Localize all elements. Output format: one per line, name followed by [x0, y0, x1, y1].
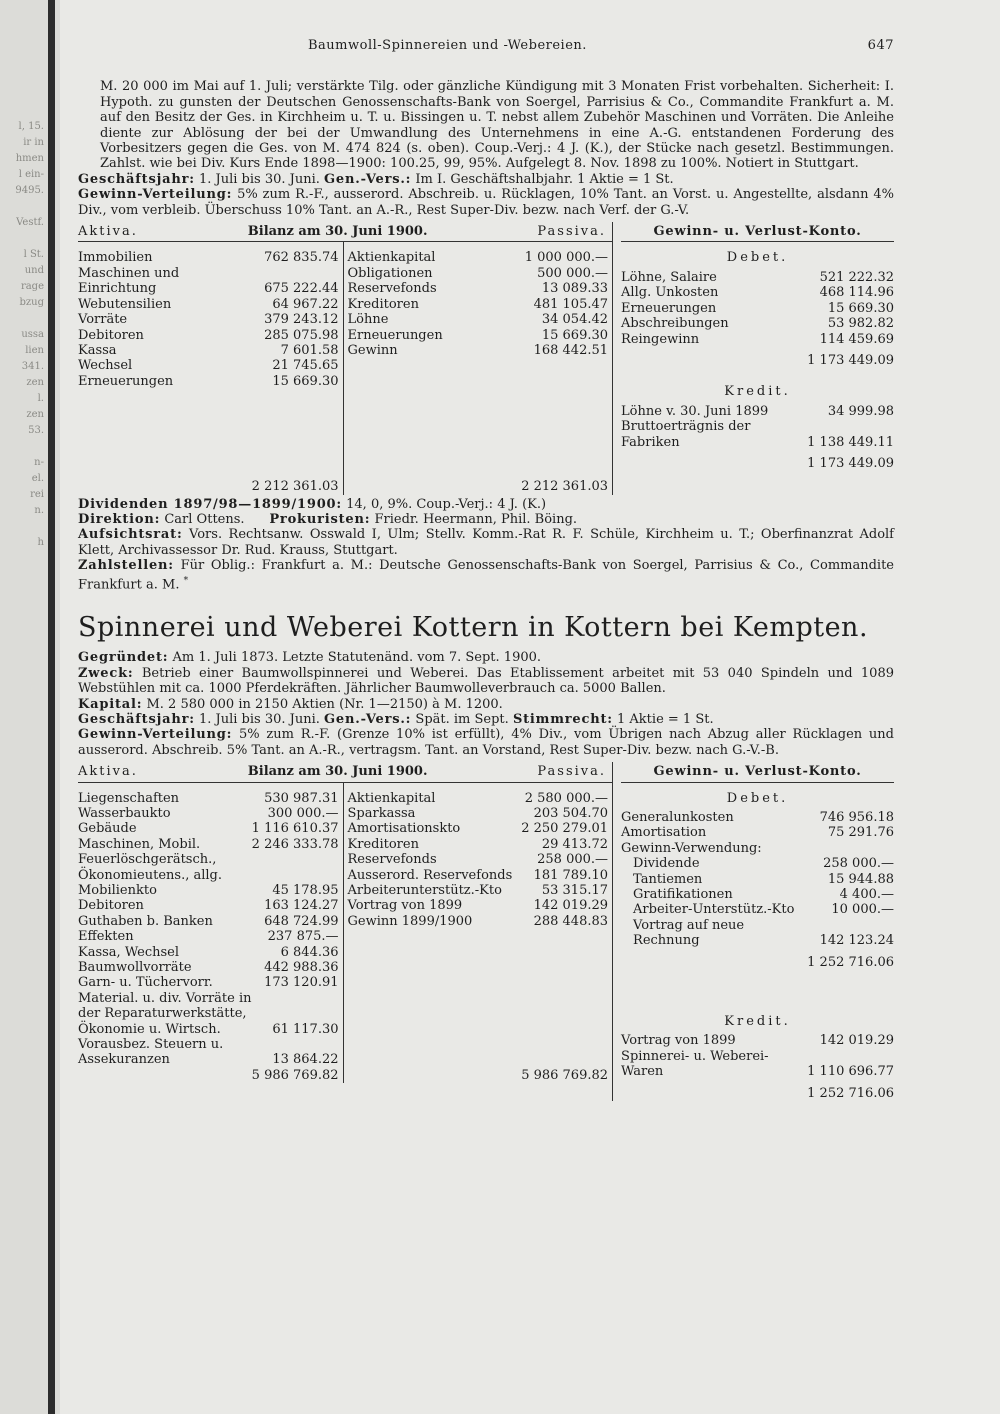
table-row [633, 902, 894, 917]
margin-fragment: 341. [21, 361, 44, 372]
row-label: Vortrag von 1899 [621, 1033, 736, 1049]
row-label: Effekten [78, 929, 134, 945]
row-amount: 10 000.— [831, 902, 894, 918]
company1-guv: Gewinn- u. Verlust-Konto. Debet. Löhne, Salaire 521 222.32 Allg. Unkosten 468 114.96 Erneuerungen 15 669.30 Abschreibungen 53 982.82 Reingewinn 114 459.69 1 173 449.09 Kredit. Löhne v. 30. Juni 1899 34 999.98 Bruttoerträgnis der Fabriken 1 138 449.11 1 173 449.09 [621, 224, 894, 471]
passiva-total: 2 212 361.03 [521, 479, 609, 495]
table-row [78, 837, 339, 852]
row-amount: 21 745.65 [272, 358, 339, 374]
table-row [633, 856, 894, 871]
margin-fragment: 9495. [15, 185, 44, 196]
row-amount: 285 075.98 [264, 327, 339, 343]
row-amount: 1 138 449.11 [807, 434, 894, 450]
margin-fragment: h [37, 537, 44, 548]
page [78, 38, 894, 1101]
company2-geschaeftsjahr: Geschäftsjahr: 1. Juli bis 30. Juni. Gen.-Vers.: Spät. im Sept. Stimmrecht: 1 Aktie = 1 St. [78, 711, 714, 727]
table-row [348, 250, 609, 265]
row-amount: 45 178.95 [272, 882, 339, 898]
table-row [621, 270, 894, 285]
row-label: Tantiemen [633, 871, 703, 887]
row-label: Gebäude [78, 821, 137, 837]
table-row [348, 281, 609, 296]
row-amount: 142 019.29 [819, 1033, 894, 1049]
table-row [621, 825, 894, 840]
row-label: Amortisationskto [347, 821, 461, 837]
row-label: Maschinen und Einrichtung [78, 265, 180, 297]
margin-fragment: el. [31, 473, 44, 484]
adjacent-page-fragments [0, 120, 44, 552]
row-amount: 15 669.30 [272, 373, 339, 389]
table-row [78, 374, 339, 389]
margin-fragment: rage [20, 281, 44, 292]
row-label: Material. u. div. Vorräte in der Reparaturwerkstätte, Ökonomie u. Wirtsch. [78, 990, 252, 1037]
row-amount: 675 222.44 [264, 281, 339, 297]
margin-fragment: ir in [23, 137, 44, 148]
row-label: Vortrag von 1899 [347, 898, 463, 914]
table-row [78, 898, 339, 913]
company2-gegruendet: Gegründet: Am 1. Juli 1873. Letzte Statutenänd. vom 7. Sept. 1900. [78, 650, 542, 666]
table-row [348, 266, 609, 281]
table-row [78, 914, 339, 929]
row-amount: 13 864.22 [272, 1052, 339, 1068]
kredit-total: 1 173 449.09 [807, 455, 894, 471]
row-label: Wechsel [78, 358, 133, 374]
table-row [78, 975, 339, 990]
table-row [78, 821, 339, 836]
row-amount: 237 875.— [267, 929, 339, 945]
company1-gewinnverteilung: Gewinn-Verteilung: 5% zum R.-F., ausserord. Abschreib. u. Rücklagen, 10% Tant. an Vorst. u. Angestellte, alsdann 4% Div., vom verbleib. Überschuss 10% Tant. an A.-R., Rest Super-Div. bezw. nach Verf. der G.-V. [78, 187, 894, 218]
row-amount: 13 089.33 [541, 281, 609, 297]
row-label: Reingewinn [621, 331, 700, 347]
row-label: Garn- u. Tüchervorr. [78, 975, 213, 991]
table-row [621, 332, 894, 347]
row-label: Feuerlöschgerätsch., Ökonomieutens., allg. Mobilienkto [78, 852, 222, 898]
row-amount: 746 956.18 [819, 809, 894, 825]
table-row [633, 918, 894, 949]
margin-fragment [0, 200, 44, 214]
margin-fragment: hmen [15, 153, 44, 164]
row-amount: 53 315.17 [541, 882, 609, 898]
company1-bilanz: Aktiva. Bilanz am 30. Juni 1900. Passiva. Immobilien 762 835.74 Maschinen und Einrichtung 675 222.44 Webutensilien 64 967.22 Vorräte 379 243.12 Debitoren 285 075.98 Kassa 7 601.58 Wechsel 21 745.65 Erneuerungen 15 669.30 Aktienkapital 1 000 000.— Obligationen 500 000.— Reservefonds 13 089.33 Kreditoren 481 105.47 Löhne 34 054.42 Erneuerungen 15 669.30 Gewinn 168 442.51 2 212 361.03 2 212 361.03 [78, 222, 613, 494]
margin-fragment [0, 520, 44, 534]
table-row [621, 419, 894, 450]
company1-zahlstellen: Zahlstellen: Für Oblig.: Frankfurt a. M.: Deutsche Genossenschafts-Bank von Soergel, Parrisius & Co., Commandite Frankfurt a. M. * [78, 558, 894, 592]
margin-fragment: Vestf. [16, 217, 44, 228]
table-row [621, 810, 894, 825]
kredit-list [621, 1033, 894, 1079]
row-label: Erneuerungen [347, 327, 443, 343]
row-label: Gratifikationen [633, 886, 733, 902]
row-amount: 2 580 000.— [524, 790, 609, 806]
row-label: Sparkassa [347, 805, 416, 821]
row-label: Vortrag auf neue Rechnung [633, 917, 745, 949]
book-binding [48, 0, 55, 1414]
row-amount: 4 400.— [839, 886, 894, 902]
table-row [621, 1033, 894, 1048]
row-label: Baumwollvorräte [78, 960, 192, 976]
margin-fragment: n. [34, 505, 44, 516]
passiva-total: 5 986 769.82 [521, 1067, 609, 1083]
margin-fragment: rei [30, 489, 44, 500]
margin-fragment [0, 440, 44, 454]
row-amount: 2 250 279.01 [521, 821, 609, 837]
margin-fragment: l. [37, 393, 44, 404]
company2-financials [78, 762, 894, 1101]
table-row [621, 1049, 894, 1080]
table-row [78, 312, 339, 327]
row-label: Reservefonds [347, 281, 437, 297]
row-label: Kassa [78, 342, 117, 358]
aktiva-column [78, 783, 344, 1068]
row-amount: 75 291.76 [827, 825, 894, 841]
table-row [621, 285, 894, 300]
row-label: Kreditoren [347, 836, 419, 852]
row-label: Arbeiter-Unterstütz.-Kto [633, 902, 795, 918]
row-label: Debitoren [78, 327, 144, 343]
row-amount: 288 448.83 [533, 913, 609, 929]
row-amount: 15 944.88 [827, 871, 894, 887]
row-amount: 15 669.30 [827, 300, 894, 316]
margin-fragment: l ein- [18, 169, 44, 180]
margin-fragment: und [24, 265, 44, 276]
debet-list [621, 810, 894, 841]
row-amount: 1 000 000.— [524, 250, 609, 266]
company1-dividenden: Dividenden 1897/98—1899/1900: 14, 0, 9%. Coup.-Verj.: 4 J. (K.) [78, 496, 547, 512]
row-amount: 258 000.— [823, 856, 894, 872]
row-amount: 468 114.96 [819, 285, 894, 301]
row-amount: 530 987.31 [264, 790, 339, 806]
company2-zweck: Zweck: Betrieb einer Baumwollspinnerei und Weberei. Das Etablissement arbeitet mit 53 040 Spindeln und 1089 Webstühlen mit ca. 1000 Pferdekräften. Jährlicher Baumwolleverbrauch ca. 5000 Ballen. [78, 665, 894, 697]
row-amount: 481 105.47 [533, 296, 609, 312]
table-row [78, 960, 339, 975]
table-row [78, 266, 339, 297]
table-row [78, 929, 339, 944]
row-label: Aktienkapital [347, 790, 436, 806]
row-amount: 181 789.10 [533, 867, 609, 883]
margin-fragment: l, 15. [18, 121, 44, 132]
margin-fragment: n- [34, 457, 44, 468]
row-amount: 1 110 696.77 [807, 1064, 894, 1080]
table-row [78, 791, 339, 806]
table-row [348, 791, 609, 806]
row-label: Liegenschaften [78, 790, 180, 806]
margin-fragment: bzug [19, 297, 44, 308]
table-row [348, 312, 609, 327]
row-amount: 6 844.36 [280, 944, 339, 960]
table-row [633, 872, 894, 887]
row-amount: 300 000.— [267, 805, 339, 821]
gewinn-verwendung-label: Gewinn-Verwendung: [621, 840, 762, 856]
row-label: Gewinn [347, 342, 398, 358]
margin-fragment: ussa [21, 329, 44, 340]
row-amount: 2 246 333.78 [251, 836, 339, 852]
row-label: Abschreibungen [621, 316, 729, 332]
row-amount: 500 000.— [537, 265, 609, 281]
company1-aufsichtsrat: Aufsichtsrat: Vors. Rechtsanw. Osswald I, Ulm; Stellv. Komm.-Rat R. F. Schüle, Kirchheim u. T.; Oberfinanzrat Adolf Klett, Archivassessor Dr. Rud. Krauss, Stuttgart. [78, 527, 894, 558]
margin-fragment: lien [25, 345, 44, 356]
margin-fragment: zen [26, 377, 44, 388]
debet-total: 1 252 716.06 [807, 954, 894, 970]
table-row [348, 328, 609, 343]
verwendung-list [621, 856, 894, 948]
row-amount: 61 117.30 [272, 1021, 339, 1037]
row-amount: 15 669.30 [541, 327, 609, 343]
company2-title: Spinnerei und Weberei Kottern in Kottern bei Kempten. [78, 612, 869, 644]
row-amount: 168 442.51 [533, 342, 609, 358]
company2-bilanz: Aktiva. Bilanz am 30. Juni 1900. Passiva. Liegenschaften 530 987.31 Wasserbaukto 300 000.— Gebäude 1 116 610.37 Maschinen, Mobil. 2 246 333.78 Feuerlöschgerätsch., Ökonomieutens., allg. Mobilienkto 45 178.95 Debitoren 163 124.27 Guthaben b. Banken 648 724.99 Effekten 237 875.— Kassa, Wechsel 6 844.36 Baumwollvorräte 442 988.36 Garn- u. Tüchervorr. 173 120.91 Material. u. div. Vorräte in der Reparaturwerkstätte, Ökonomie u. Wirtsch. 61 117.30 Vorausbez. Steuern u. Assekuranzen 13 864.22 Aktienkapital 2 580 000.— Sparkassa 203 504.70 Amortisationskto 2 250 279.01 Kreditoren 29 413.72 Reservefonds 258 000.— Ausserord. Reservefonds 181 789.10 Arbeiterunterstütz.-Kto 53 315.17 Vortrag von 1899 142 019.29 Gewinn 1899/1900 288 448.83 5 986 769.82 5 986 769.82 [78, 762, 613, 1101]
row-label: Vorausbez. Steuern u. Assekuranzen [78, 1037, 224, 1068]
row-label: Spinnerei- u. Weberei-Waren [621, 1048, 769, 1080]
row-amount: 442 988.36 [264, 960, 339, 976]
row-amount: 142 019.29 [533, 898, 609, 914]
row-amount: 762 835.74 [264, 250, 339, 266]
table-row [348, 297, 609, 312]
table-row [348, 914, 609, 929]
row-label: Löhne [347, 312, 389, 328]
row-label: Erneuerungen [78, 373, 174, 389]
row-amount: 203 504.70 [533, 805, 609, 821]
kredit-total: 1 252 716.06 [807, 1085, 894, 1101]
table-row [78, 328, 339, 343]
row-label: Generalunkosten [621, 809, 734, 825]
row-amount: 114 459.69 [819, 331, 894, 347]
row-amount: 163 124.27 [264, 898, 339, 914]
margin-fragment: l St. [23, 249, 44, 260]
row-label: Wasserbaukto [78, 805, 171, 821]
row-label: Webutensilien [78, 296, 172, 312]
table-row [621, 316, 894, 331]
row-label: Löhne v. 30. Juni 1899 [621, 403, 769, 419]
row-label: Reservefonds [347, 852, 437, 868]
table-row [348, 898, 609, 913]
row-amount: 34 999.98 [827, 403, 894, 419]
row-amount: 53 982.82 [827, 316, 894, 332]
row-label: Immobilien [78, 250, 153, 266]
table-row [348, 852, 609, 867]
row-amount: 173 120.91 [264, 975, 339, 991]
table-row [78, 250, 339, 265]
row-label: Löhne, Salaire [621, 269, 717, 285]
row-amount: 34 054.42 [541, 312, 609, 328]
row-label: Kassa, Wechsel [78, 944, 179, 960]
row-label: Dividende [633, 856, 700, 872]
bilanz-title: Bilanz am 30. Juni 1900. [247, 764, 428, 780]
running-head-title: Baumwoll-Spinnereien und -Webereien. [308, 38, 587, 53]
row-amount: 29 413.72 [541, 836, 609, 852]
table-row [621, 404, 894, 419]
debet-list [621, 270, 894, 347]
row-label: Aktienkapital [347, 250, 436, 266]
table-row [78, 358, 339, 373]
table-row [348, 806, 609, 821]
row-label: Guthaben b. Banken [78, 913, 213, 929]
passiva-column [344, 783, 613, 1068]
table-row [78, 343, 339, 358]
row-label: Obligationen [347, 265, 433, 281]
row-label: Ausserord. Reservefonds [347, 867, 513, 883]
row-label: Kreditoren [347, 296, 419, 312]
table-row [78, 945, 339, 960]
running-head [308, 38, 894, 53]
table-row [348, 837, 609, 852]
table-row [78, 852, 339, 898]
company1-geschaeftsjahr: Geschäftsjahr: 1. Juli bis 30. Juni. Gen.-Vers.: Im I. Geschäftshalbjahr. 1 Aktie = 1 St. [78, 171, 674, 187]
passiva-column [344, 242, 613, 389]
row-amount: 1 116 610.37 [251, 821, 339, 837]
kredit-list [621, 404, 894, 450]
margin-fragment [0, 312, 44, 326]
company2-kapital: Kapital: M. 2 580 000 in 2150 Aktien (Nr. 1—2150) à M. 1200. [78, 696, 503, 712]
row-label: Gewinn 1899/1900 [347, 913, 473, 929]
margin-fragment: zen [26, 409, 44, 420]
row-label: Vorräte [78, 312, 128, 328]
table-row [78, 991, 339, 1037]
row-amount: 379 243.12 [264, 312, 339, 328]
company1-financials [78, 222, 894, 494]
row-amount: 142 123.24 [819, 933, 894, 949]
row-amount: 258 000.— [537, 852, 609, 868]
margin-fragment [0, 232, 44, 246]
loan-paragraph: M. 20 000 im Mai auf 1. Juli; verstärkte Tilg. oder gänzliche Kündigung mit 3 Monaten Frist vorbehalten. Sicherheit: I. Hypoth. zu gunsten der Deutschen Genossenschafts-Bank von Soergel, Parrisius & Co., Commandite Frankfurt a. M. auf den Besitz der Ges. in Kirchheim u. T. u. Bissingen u. T. nebst allem Zubehör Maschinen und Vorräten. Die Anleihe diente zur Ablösung der bei der Umwandlung des Unternehmens in eine A.-G. entstandenen Forderung des Vorbesitzers gegen die Ges. von M. 474 824 (s. oben). Coup.-Verj.: 4 J. (K.), der Stücke nach gesetzl. Bestimmungen. Zahlst. wie bei Div. Kurs Ende 1898—1900: 100.25, 99, 95%. Aufgelegt 8. Nov. 1898 zu 100%. Notiert in Stuttgart. [100, 79, 894, 172]
row-amount: 648 724.99 [264, 913, 339, 929]
table-row [78, 1037, 339, 1068]
table-row [78, 297, 339, 312]
company2-gewinnverteilung: Gewinn-Verteilung: 5% zum R.-F. (Grenze 10% ist erfüllt), 4% Div., vom Übrigen nach Abzug aller Rücklagen und ausserord. Abschreib. 5% Tant. an A.-R., vertragsm. Tant. an Vorstand, Rest Super-Div. bezw. nach G.-V.-B. [78, 727, 894, 758]
table-row [348, 868, 609, 883]
table-row [348, 821, 609, 836]
bilanz-title: Bilanz am 30. Juni 1900. [247, 224, 428, 240]
row-label: Debitoren [78, 898, 144, 914]
table-row [633, 887, 894, 902]
row-label: Erneuerungen [621, 300, 717, 316]
table-row [621, 301, 894, 316]
row-label: Bruttoerträgnis der Fabriken [621, 419, 751, 450]
debet-total: 1 173 449.09 [807, 352, 894, 368]
aktiva-total: 2 212 361.03 [251, 479, 339, 495]
aktiva-column [78, 242, 344, 389]
table-row [348, 883, 609, 898]
table-row [348, 343, 609, 358]
row-label: Maschinen, Mobil. [78, 836, 201, 852]
row-amount: 64 967.22 [272, 296, 339, 312]
page-number: 647 [867, 38, 894, 53]
row-label: Amortisation [621, 825, 707, 841]
margin-fragment: 53. [28, 425, 44, 436]
row-amount: 7 601.58 [280, 342, 339, 358]
table-row [78, 806, 339, 821]
company2-guv: Gewinn- u. Verlust-Konto. Debet. Generalunkosten 746 956.18 Amortisation 75 291.76 Gewinn-Verwendung: Dividende 258 000.— Tantiemen 15 944.88 Gratifikationen 4 400.— Arbeiter-Unterstütz.-Kto 10 000.— Vortrag auf neue Rechnung 142 123.24 1 252 716.06 Kredit. Vortrag von 1899 142 019.29 Spinnerei- u. Weberei-Waren 1 110 696.77 1 252 716.06 [621, 764, 894, 1101]
row-amount: 521 222.32 [819, 269, 894, 285]
company1-direktion: Direktion: Carl Ottens. Prokuristen: Friedr. Heermann, Phil. Böing. [78, 511, 578, 527]
row-label: Arbeiterunterstütz.-Kto [347, 882, 502, 898]
aktiva-total: 5 986 769.82 [251, 1067, 339, 1083]
row-label: Allg. Unkosten [621, 285, 719, 301]
